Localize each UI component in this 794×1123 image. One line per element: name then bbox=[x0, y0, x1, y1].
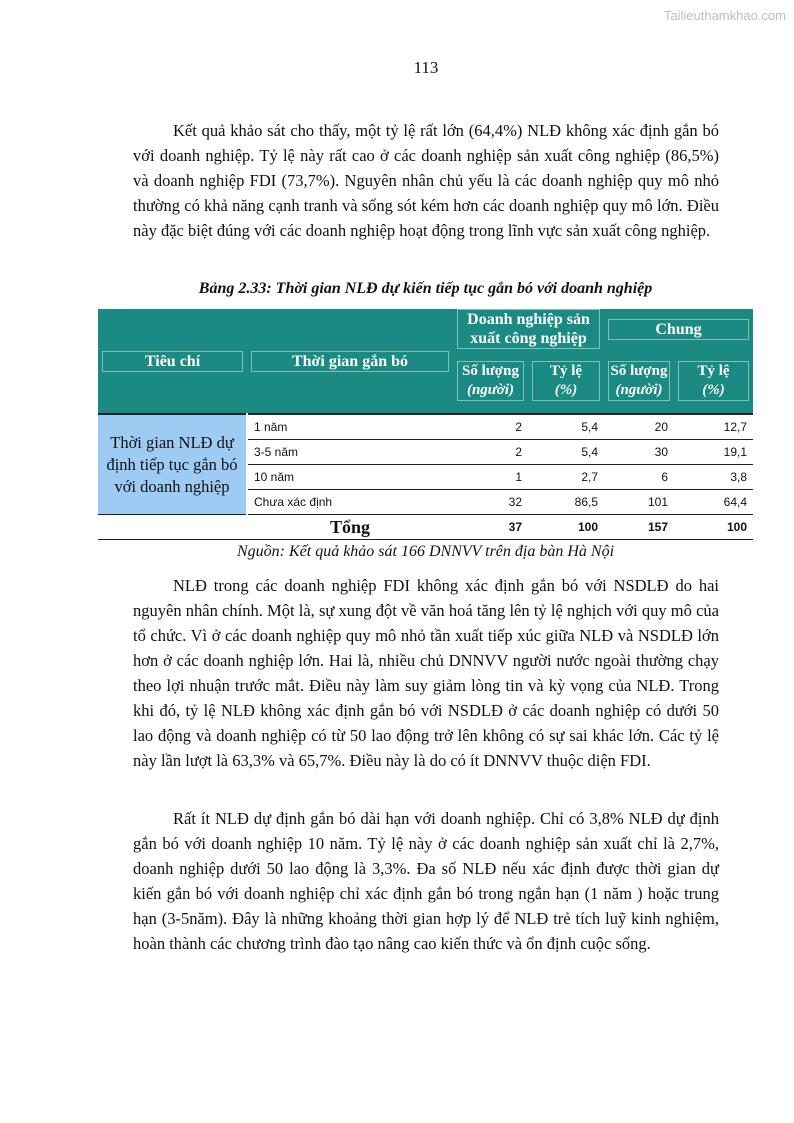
paragraph-3: Rất ít NLĐ dự định gắn bó dài hạn với doanh nghiệp. Chỉ có 3,8% NLĐ dự định gắn bó với doanh nghiệp 10 năm. Tỷ lệ này ở các doanh nghiệp sản xuất chỉ là 2,7%, doanh nghiệp dưới 50 lao động là 3,3%. Đa số NLĐ nếu xác định được thời gian dự kiến gắn bó với doanh nghiệp chỉ xác định gắn bó trong ngắn hạn (1 năm ) hoặc trung hạn (3-5năm). Đây là những khoảng thời gian hợp lý để NLĐ trẻ tích luỹ kinh nghiệm, hoàn thành các chương trình đào tạo nâng cao kiến thức và ổn định cuộc sống. bbox=[133, 809, 719, 953]
mfg-count-cell: 2 bbox=[453, 414, 528, 440]
all-count-cell: 30 bbox=[604, 440, 674, 465]
total-spacer bbox=[98, 515, 247, 540]
header-mfg-rate: Tỷ lệ (%) bbox=[528, 349, 604, 414]
total-all-rate: 100 bbox=[674, 515, 753, 540]
watermark: Tailieuthamkhao.com bbox=[663, 8, 786, 23]
header-group-manufacturing: Doanh nghiệp sản xuất công nghiệp bbox=[453, 309, 604, 349]
header-duration: Thời gian gắn bó bbox=[247, 309, 453, 414]
header-mfg-count: Số lượng (người) bbox=[453, 349, 528, 414]
mfg-rate-cell: 5,4 bbox=[528, 440, 604, 465]
all-rate-cell: 3,8 bbox=[674, 465, 753, 490]
header-group-overall: Chung bbox=[604, 309, 753, 349]
all-count-cell: 6 bbox=[604, 465, 674, 490]
header-all-rate: Tỷ lệ (%) bbox=[674, 349, 753, 414]
all-rate-cell: 19,1 bbox=[674, 440, 753, 465]
all-rate-cell: 64,4 bbox=[674, 490, 753, 515]
duration-cell: 3-5 năm bbox=[247, 440, 453, 465]
duration-cell: Chưa xác định bbox=[247, 490, 453, 515]
header-criteria: Tiêu chí bbox=[98, 309, 247, 414]
mfg-rate-cell: 86,5 bbox=[528, 490, 604, 515]
mfg-count-cell: 32 bbox=[453, 490, 528, 515]
total-mfg-count: 37 bbox=[453, 515, 528, 540]
table-row bbox=[98, 414, 753, 440]
total-row bbox=[98, 515, 753, 540]
criteria-cell: Thời gian NLĐ dự định tiếp tục gắn bó với doanh nghiệp bbox=[98, 414, 247, 515]
table-source: Nguồn: Kết quả khảo sát 166 DNNVV trên địa bàn Hà Nội bbox=[236, 543, 615, 560]
total-label: Tổng bbox=[247, 515, 453, 540]
mfg-count-cell: 1 bbox=[453, 465, 528, 490]
mfg-rate-cell: 2,7 bbox=[528, 465, 604, 490]
total-all-count: 157 bbox=[604, 515, 674, 540]
duration-cell: 10 năm bbox=[247, 465, 453, 490]
paragraph-1: Kết quả khảo sát cho thấy, một tỷ lệ rất lớn (64,4%) NLĐ không xác định gắn bó với doanh nghiệp. Tỷ lệ này rất cao ở các doanh nghiệp sản xuất công nghiệp (86,5%) và doanh nghiệp FDI (73,7%). Nguyên nhân chủ yếu là các doanh nghiệp quy mô nhỏ thường có khả năng cạnh tranh và sống sót kém hơn các doanh nghiệp quy mô lớn. Điều này đặc biệt đúng với các doanh nghiệp hoạt động trong lĩnh vực sản xuất công nghiệp. bbox=[133, 121, 719, 240]
survey-table bbox=[98, 309, 753, 540]
all-rate-cell: 12,7 bbox=[674, 414, 753, 440]
total-mfg-rate: 100 bbox=[528, 515, 604, 540]
all-count-cell: 20 bbox=[604, 414, 674, 440]
all-count-cell: 101 bbox=[604, 490, 674, 515]
page-number: 113 bbox=[413, 58, 439, 77]
table-caption: Bảng 2.33: Thời gian NLĐ dự kiến tiếp tục gắn bó với doanh nghiệp bbox=[198, 280, 653, 297]
paragraph-2: NLĐ trong các doanh nghiệp FDI không xác định gắn bó với NSDLĐ do hai nguyên nhân chính. Một là, sự xung đột về văn hoá tăng lên tỷ lệ nghịch với quy mô của tổ chức. Vì ở các doanh nghiệp quy mô nhỏ tần xuất tiếp xúc giữa NLĐ và NSDLĐ lớn hơn ở các doanh nghiệp lớn. Hai là, nhiều chủ DNNVV người nước ngoài thường chạy theo lợi nhuận trước mắt. Điều này làm suy giảm lòng tin và kỳ vọng của NLĐ. Trong khi đó, tỷ lệ NLĐ không xác định gắn bó với NSDLĐ ở các doanh nghiệp có dưới 50 lao động và doanh nghiệp có từ 50 lao động trở lên không có sự sai khác lớn. Các tỷ lệ này lần lượt là 63,3% và 65,7%. Điều này là do có ít DNNVV thuộc diện FDI. bbox=[133, 576, 719, 770]
mfg-rate-cell: 5,4 bbox=[528, 414, 604, 440]
header-all-count: Số lượng (người) bbox=[604, 349, 674, 414]
duration-cell: 1 năm bbox=[247, 414, 453, 440]
mfg-count-cell: 2 bbox=[453, 440, 528, 465]
